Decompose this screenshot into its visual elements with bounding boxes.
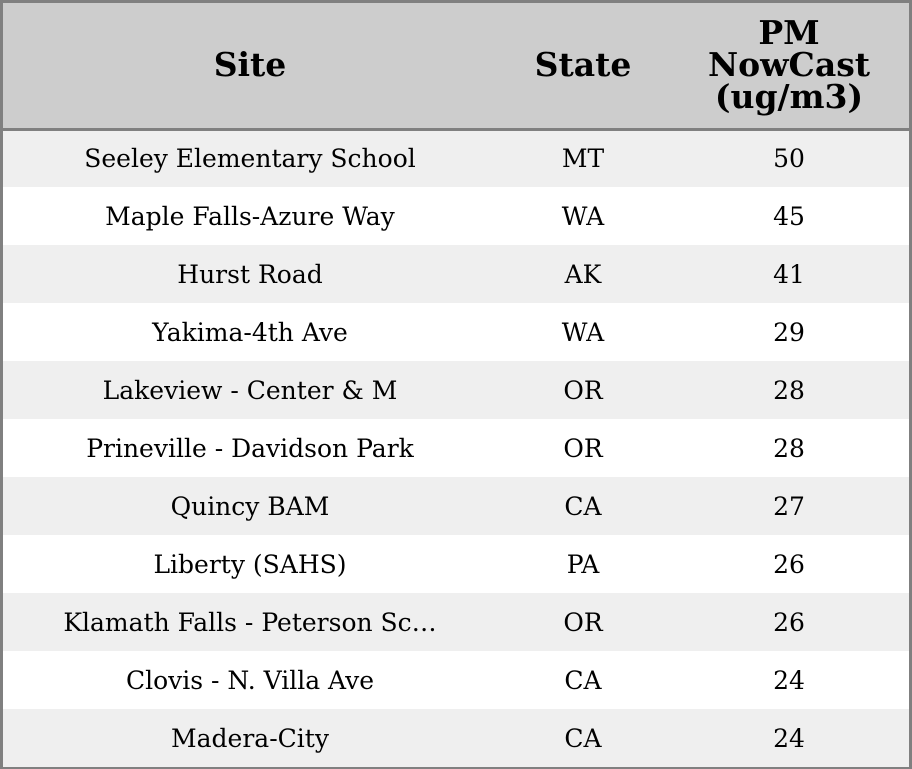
cell-pm-nowcast: 45 xyxy=(773,201,805,231)
table-header-row xyxy=(3,3,909,129)
cell-site: Clovis - N. Villa Ave xyxy=(125,665,375,695)
cell-site: Lakeview - Center & M xyxy=(102,375,398,405)
cell-state: OR xyxy=(563,375,603,405)
table-row xyxy=(3,129,909,187)
cell-pm-nowcast: 41 xyxy=(773,259,805,289)
cell-state: CA xyxy=(564,491,602,521)
column-header-pm-line-3: (ug/m3) xyxy=(714,77,864,117)
cell-pm-nowcast: 24 xyxy=(773,723,805,753)
cell-pm-nowcast: 27 xyxy=(773,491,805,521)
cell-site: Seeley Elementary School xyxy=(84,144,416,174)
table-row xyxy=(3,535,909,593)
cell-pm-nowcast: 28 xyxy=(773,433,805,463)
table-row xyxy=(3,593,909,651)
pm-nowcast-table xyxy=(3,3,909,767)
cell-pm-nowcast: 50 xyxy=(773,144,805,174)
cell-pm-nowcast: 29 xyxy=(773,317,805,347)
table-row xyxy=(3,361,909,419)
cell-site: Prineville - Davidson Park xyxy=(86,433,414,463)
column-header-state-line: State xyxy=(534,45,632,85)
cell-site: Liberty (SAHS) xyxy=(153,549,347,579)
table-row xyxy=(3,477,909,535)
cell-state: OR xyxy=(563,607,603,637)
cell-site: Hurst Road xyxy=(177,259,323,289)
cell-state: CA xyxy=(564,723,602,753)
table-row xyxy=(3,187,909,245)
cell-pm-nowcast: 26 xyxy=(773,549,805,579)
column-header-site-line: Site xyxy=(213,45,287,85)
cell-site: Maple Falls-Azure Way xyxy=(105,201,395,231)
table-row xyxy=(3,651,909,709)
column-header-pm-nowcast xyxy=(669,3,909,129)
cell-state: WA xyxy=(561,317,605,347)
cell-pm-nowcast: 28 xyxy=(773,375,805,405)
column-header-pm-line-1: PM xyxy=(758,13,820,53)
table-row xyxy=(3,303,909,361)
cell-state: PA xyxy=(566,549,600,579)
table-row xyxy=(3,709,909,767)
cell-state: OR xyxy=(563,433,603,463)
column-header-site xyxy=(3,3,497,129)
table-row xyxy=(3,419,909,477)
cell-site: Madera-City xyxy=(171,723,329,753)
cell-state: WA xyxy=(561,201,605,231)
table-body xyxy=(3,129,909,767)
table-row xyxy=(3,245,909,303)
cell-state: CA xyxy=(564,665,602,695)
cell-site: Quincy BAM xyxy=(170,491,330,521)
column-header-pm-line-2: NowCast xyxy=(707,45,871,85)
cell-pm-nowcast: 24 xyxy=(773,665,805,695)
cell-state: AK xyxy=(564,259,602,289)
cell-site: Yakima-4th Ave xyxy=(152,317,348,347)
column-header-state xyxy=(497,3,669,129)
cell-state: MT xyxy=(561,144,605,174)
cell-site: Klamath Falls - Peterson Sc… xyxy=(63,607,437,637)
cell-pm-nowcast: 26 xyxy=(773,607,805,637)
